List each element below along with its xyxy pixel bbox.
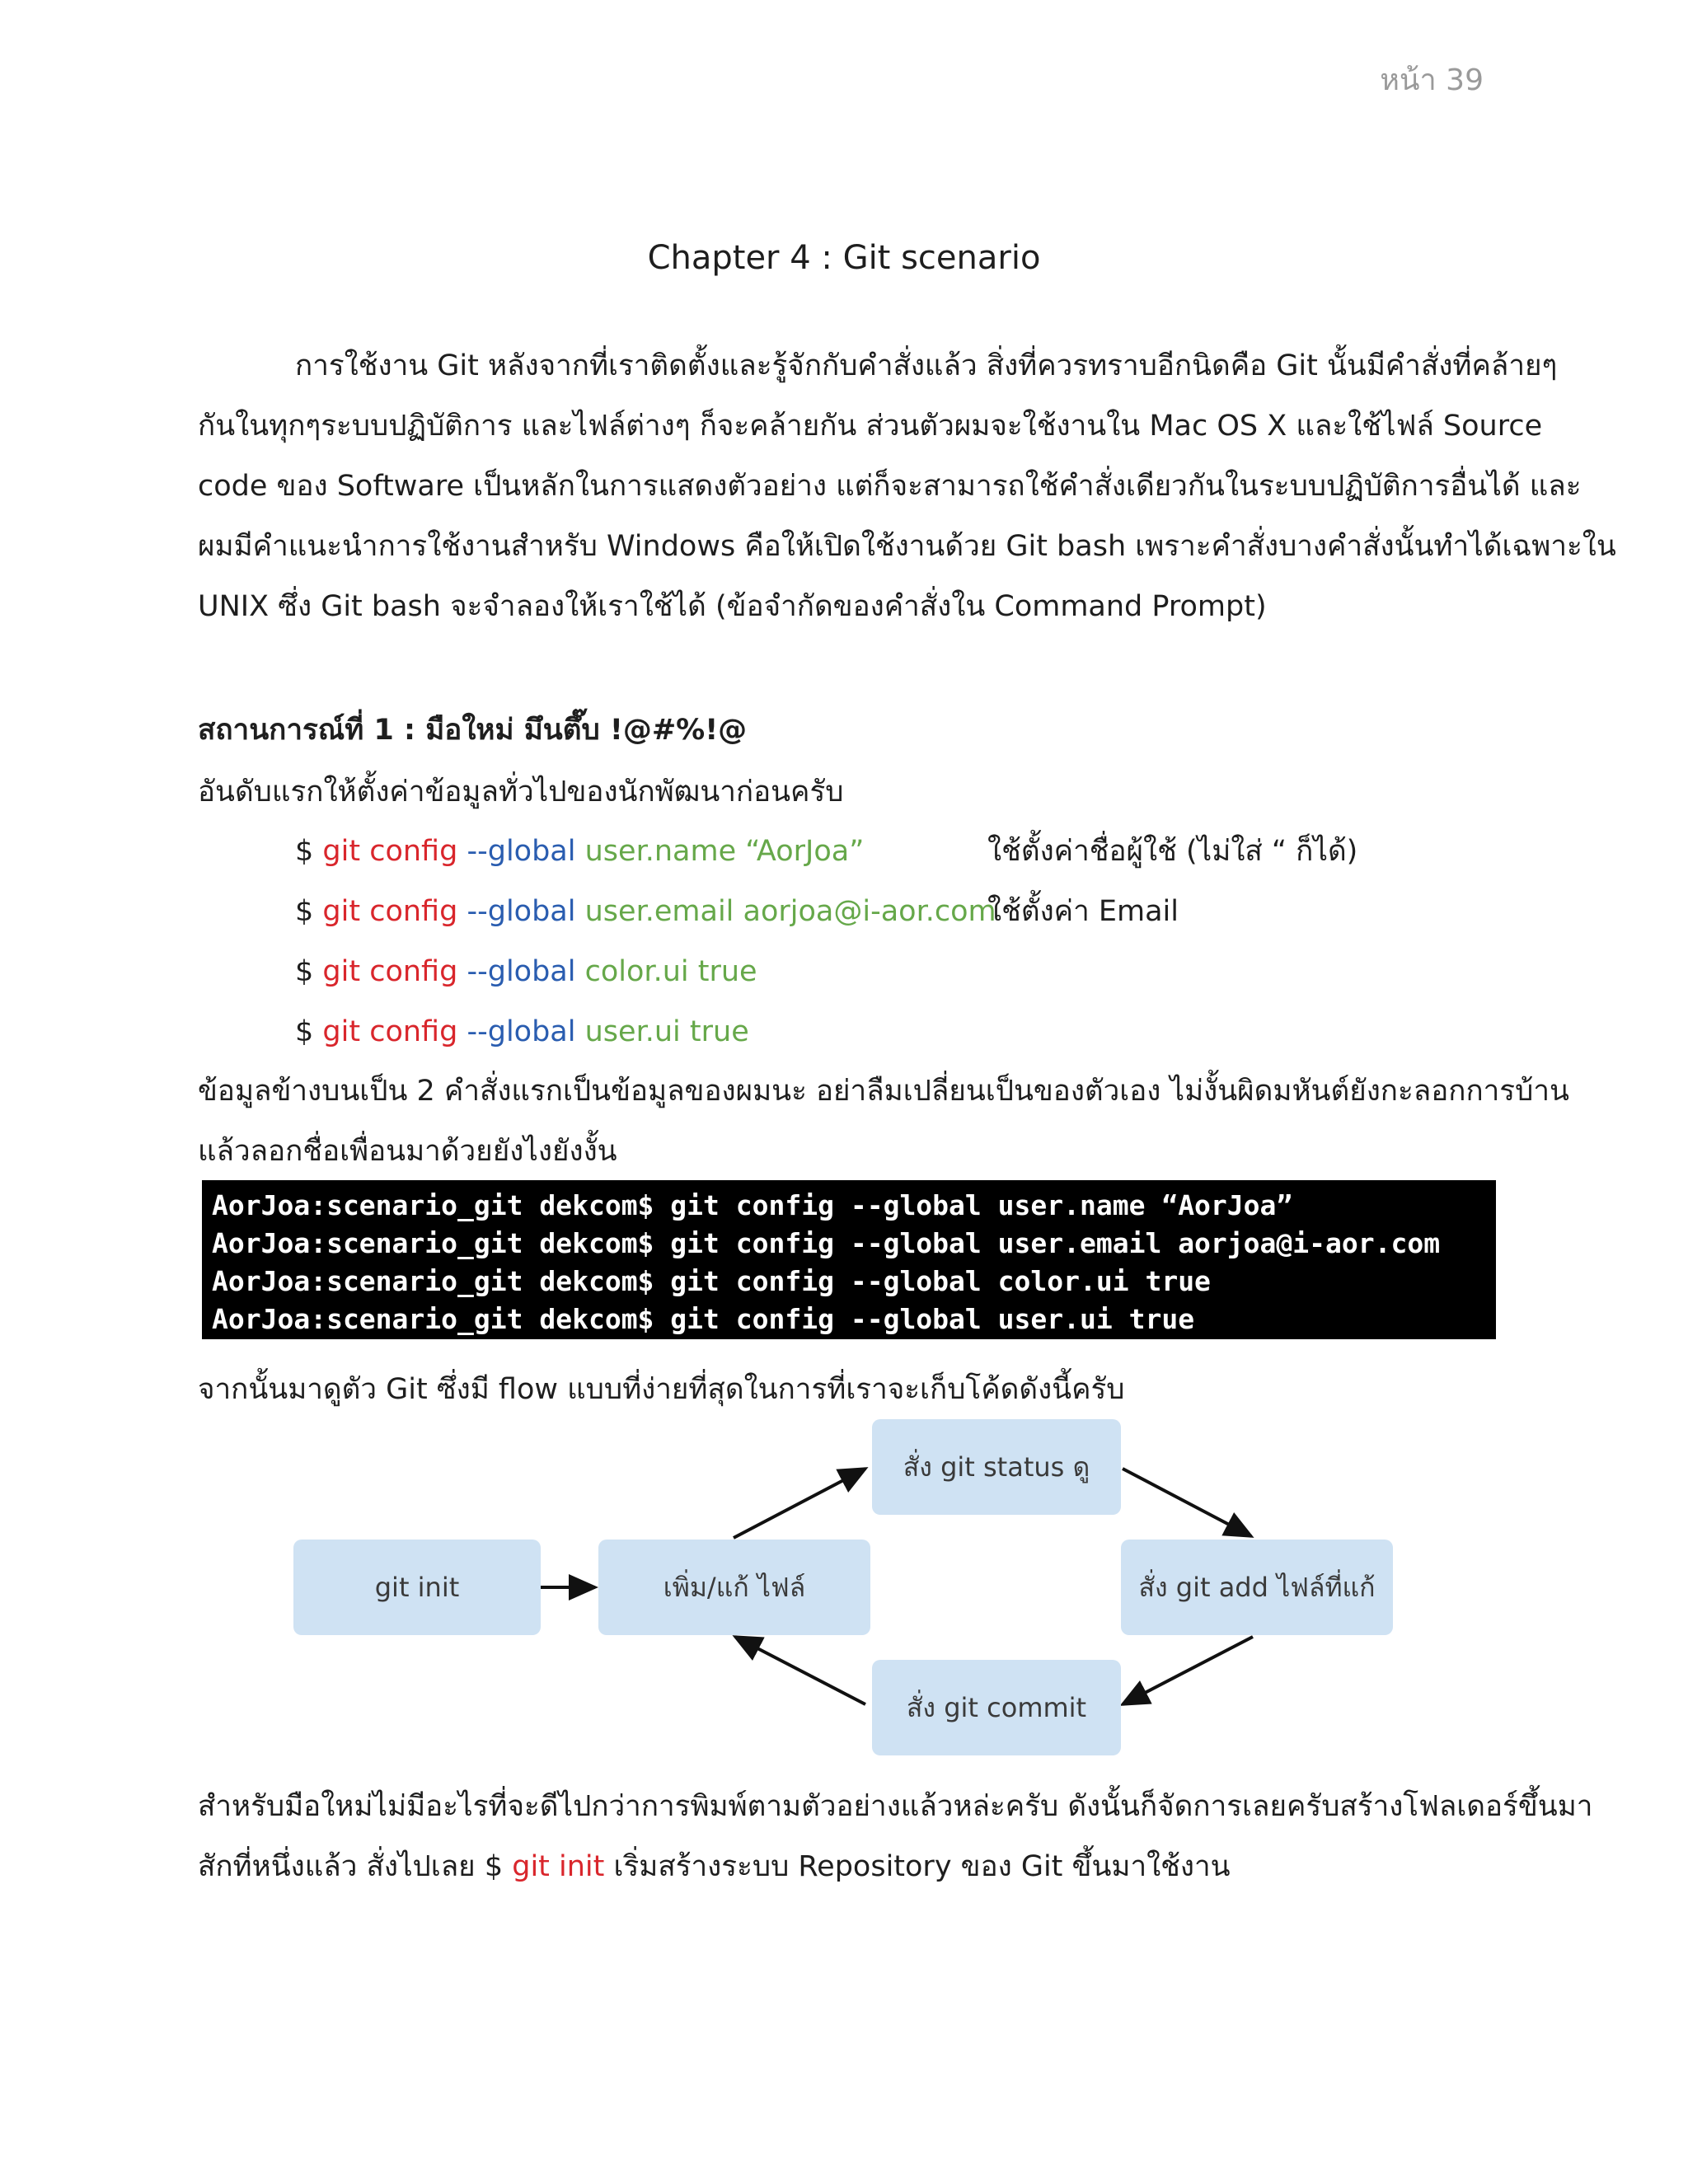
intro-line: code ของ Software เป็นหลักในการแสดงตัวอย่าง แต่ก็จะสามารถใช้คำสั่งเดียวกันในระบบปฏิบัติการอื่นได้ และ	[198, 470, 1582, 503]
config-argument: user.ui true	[584, 1015, 749, 1048]
global-flag: --global	[467, 1015, 576, 1048]
scenario-heading: สถานการณ์ที่ 1 : มือใหม่ มึนตึ๊บ !@#%!@	[198, 714, 748, 747]
terminal-line: AorJoa:scenario_git dekcom$ git config --global user.email aorjoa@i-aor.com	[212, 1227, 1441, 1259]
git-command: git config	[322, 955, 458, 988]
git-init-command: git init	[512, 1850, 605, 1883]
command-note: ใช้ตั้งค่า Email	[987, 895, 1179, 928]
command-line: $ git config --global user.email aorjoa@i-aor.com	[295, 895, 996, 928]
warning-line: ข้อมูลข้างบนเป็น 2 คำสั่งแรกเป็นข้อมูลของผมนะ อย่าลืมเปลี่ยนเป็นของตัวเอง ไม่งั้นผิดมหันต์ยังกะลอกการบ้าน	[198, 1075, 1569, 1108]
terminal-line: AorJoa:scenario_git dekcom$ git config --global user.name “AorJoa”	[212, 1189, 1293, 1221]
warning-line: แล้วลอกชื่อเพื่อนมาด้วยยังไงยังงั้น	[198, 1135, 617, 1168]
command-line: $ git config --global user.name “AorJoa”	[295, 835, 865, 868]
flow-node-git-status: สั่ง git status ดู	[872, 1419, 1121, 1515]
git-command: git config	[322, 835, 458, 868]
arrow-edit-to-status	[734, 1469, 865, 1538]
global-flag: --global	[467, 955, 576, 988]
config-argument: color.ui true	[584, 955, 757, 988]
flow-node-edit-files: เพิ่ม/แก้ ไฟล์	[598, 1540, 870, 1635]
scenario-subtitle: อันดับแรกให้ตั้งค่าข้อมูลทั่วไปของนักพัฒนาก่อนครับ	[198, 776, 844, 808]
page-number: หน้า 39	[1380, 63, 1484, 97]
git-command: git config	[322, 1015, 458, 1048]
intro-line: ผมมีคำแนะนำการใช้งานสำหรับ Windows คือให้เปิดใช้งานด้วย Git bash เพราะคำสั่งบางคำสั่งนั้นทำได้เฉพาะใน	[198, 530, 1616, 563]
closing-paragraph	[198, 1777, 1592, 1897]
arrow-add-to-commit	[1123, 1637, 1253, 1704]
flow-node-git-commit: สั่ง git commit	[872, 1660, 1121, 1755]
global-flag: --global	[467, 835, 576, 868]
flow-node-git-add: สั่ง git add ไฟล์ที่แก้	[1121, 1540, 1393, 1635]
closing-line: สำหรับมือใหม่ไม่มีอะไรที่จะดีไปกว่าการพิมพ์ตามตัวอย่างแล้วหล่ะครับ ดังนั้นก็จัดการเลยครับสร้างโฟลเดอร์ขึ้นมา	[198, 1790, 1593, 1823]
command-line: $ git config --global color.ui true	[295, 955, 757, 988]
flow-intro: จากนั้นมาดูตัว Git ซึ่งมี flow แบบที่ง่ายที่สุดในการที่เราจะเก็บโค้ดดังนี้ครับ	[198, 1373, 1125, 1406]
command-note: ใช้ตั้งค่าชื่อผู้ใช้ (ไม่ใส่ “ ก็ได้)	[987, 835, 1358, 868]
terminal-line: AorJoa:scenario_git dekcom$ git config --global color.ui true	[212, 1265, 1211, 1297]
intro-line: การใช้งาน Git หลังจากที่เราติดตั้งและรู้จักกับคำสั่งแล้ว สิ่งที่ควรทราบอีกนิดคือ Git นั้นมีคำสั่งที่คล้ายๆ	[295, 349, 1558, 382]
intro-line: กันในทุกๆระบบปฏิบัติการ และไฟล์ต่างๆ ก็จะคล้ายกัน ส่วนตัวผมจะใช้งานใน Mac OS X และใช้ไฟล์ Source	[198, 410, 1543, 443]
global-flag: --global	[467, 895, 576, 928]
config-argument: user.name “AorJoa”	[584, 835, 865, 868]
intro-line: UNIX ซึ่ง Git bash จะจำลองให้เราใช้ได้ (ข้อจำกัดของคำสั่งใน Command Prompt)	[198, 590, 1267, 623]
flow-node-git-init: git init	[293, 1540, 541, 1635]
config-argument: user.email aorjoa@i-aor.com	[584, 895, 996, 928]
terminal-line: AorJoa:scenario_git dekcom$ git config --global user.ui true	[212, 1303, 1195, 1335]
arrow-status-to-add	[1123, 1469, 1251, 1536]
closing-line: สักที่หนึ่งแล้ว สั่งไปเลย $ git init เริ่มสร้างระบบ Repository ของ Git ขึ้นมาใช้งาน	[198, 1850, 1231, 1883]
chapter-title: Chapter 4 : Git scenario	[647, 239, 1041, 277]
git-command: git config	[322, 895, 458, 928]
command-line: $ git config --global user.ui true	[295, 1015, 749, 1048]
arrow-commit-to-edit	[735, 1637, 865, 1704]
